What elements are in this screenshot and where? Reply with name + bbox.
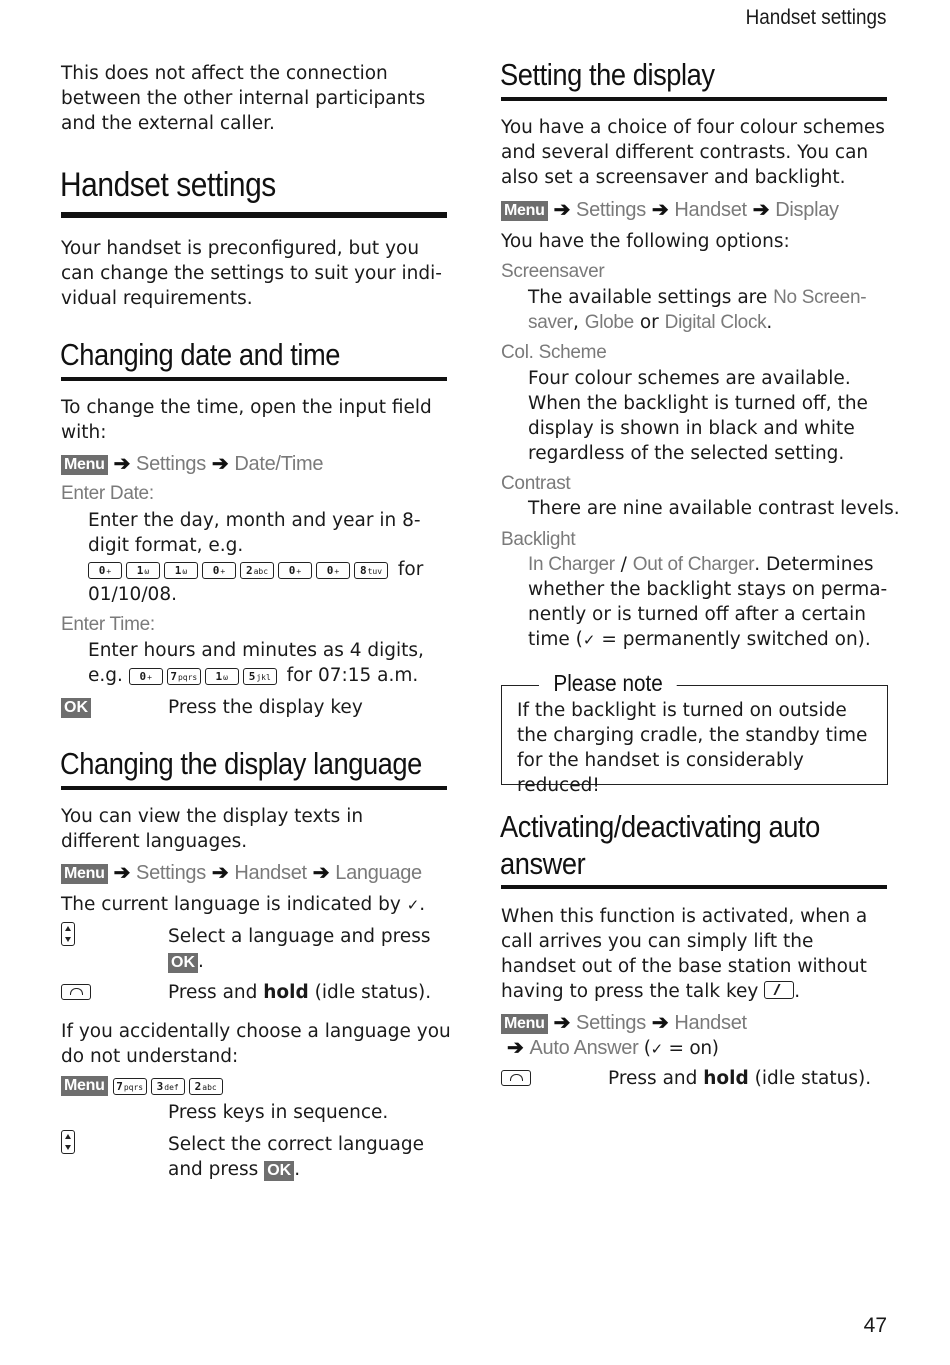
arrow-icon: ➔ xyxy=(113,862,131,884)
keypad-key-3[interactable]: 3def xyxy=(151,1078,185,1095)
screensaver-label: Screensaver xyxy=(501,261,605,282)
arrow-icon: ➔ xyxy=(211,453,229,475)
select-correct-ok: and press OK . xyxy=(168,1159,301,1180)
backlight-line-2: whether the backlight stays on perma- xyxy=(528,579,888,600)
section-rule xyxy=(61,786,447,790)
arrow-icon: ➔ xyxy=(211,862,229,884)
arrow-icon: ➔ xyxy=(553,1012,571,1034)
auto-answer-nav-path-2: ➔ Auto Answer (✓ = on) xyxy=(507,1037,719,1059)
keypad-key-0[interactable]: 0+ xyxy=(129,668,163,685)
section-title-display: Setting the display xyxy=(500,57,715,92)
select-correct-text: Select the correct language xyxy=(168,1134,424,1155)
arrow-icon: ➔ xyxy=(553,199,571,221)
section-title-date-time: Changing date and time xyxy=(60,337,341,372)
contrast-label: Contrast xyxy=(501,473,571,494)
auto-answer-nav-path xyxy=(501,1010,747,1035)
end-call-key-icon[interactable] xyxy=(61,984,91,1004)
note-title: Please note xyxy=(539,670,677,697)
enter-time-text: Enter hours and minutes as 4 digits, xyxy=(88,640,424,661)
arrow-icon: ➔ xyxy=(312,862,330,884)
display-nav-path xyxy=(501,197,839,222)
keypad-key-2[interactable]: 2abc xyxy=(189,1078,223,1095)
reset-key-sequence xyxy=(61,1076,227,1096)
keypad-key-5[interactable]: 5jkl xyxy=(243,668,277,685)
keypad-key-2[interactable]: 2abc xyxy=(240,562,274,579)
enter-date-text: Enter the day, month and year in 8-digit format, e.g. xyxy=(88,510,421,556)
arrow-icon: ➔ xyxy=(651,199,669,221)
press-sequence-text: Press keys in sequence. xyxy=(168,1102,389,1123)
colscheme-text: Four colour schemes are available. When the backlight is turned off, the display is shown in black and white regardless of the selected setting. xyxy=(528,368,868,464)
menu-key[interactable]: Menu xyxy=(61,864,108,884)
nav-handset[interactable]: Handset xyxy=(674,1012,747,1034)
colscheme-label: Col. Scheme xyxy=(501,342,607,363)
time-key-sequence: e.g. 0+ 7pqrs 1ω 5jkl for 07:15 a.m. xyxy=(88,665,419,686)
section-rule xyxy=(61,212,447,218)
running-header: Handset settings xyxy=(745,6,886,29)
section-title-handset-settings: Handset settings xyxy=(60,166,276,204)
date-time-paragraph: To change the time, open the input field with: xyxy=(61,397,432,443)
display-paragraph: You have a choice of four colour schemes and several different contrasts. You can also set a screensaver and backlight. xyxy=(501,117,885,188)
keypad-key-7[interactable]: 7pqrs xyxy=(113,1078,147,1095)
current-language-text: The current language is indicated by ✓. xyxy=(61,894,426,915)
select-language-ok: OK . xyxy=(168,949,204,974)
nav-language[interactable]: Language xyxy=(335,862,422,884)
auto-answer-paragraph: When this function is activated, when a call arrives you can simply lift the handset out of the base station without having to press the talk key . xyxy=(501,906,868,1002)
navigation-key-icon[interactable] xyxy=(61,922,75,950)
handset-settings-paragraph: Your handset is preconfigured, but you can change the settings to suit your individual requirements. xyxy=(61,238,442,309)
screensaver-text: The available settings are No Screen- xyxy=(528,287,867,308)
accidental-language-text: If you accidentally choose a language you do not understand: xyxy=(61,1021,451,1067)
keypad-key-0[interactable]: 0+ xyxy=(202,562,236,579)
arrow-icon: ➔ xyxy=(752,199,770,221)
date-time-nav-path xyxy=(61,451,323,476)
contrast-text: There are nine available contrast levels. xyxy=(528,498,900,519)
press-hold-text: Press and hold (idle status). xyxy=(168,982,432,1003)
ok-key[interactable]: OK xyxy=(264,1161,294,1181)
backlight-line-1: In Charger / Out of Charger. Determines xyxy=(528,554,874,575)
section-title-auto-answer: Activating/deactivating auto xyxy=(500,809,820,844)
arrow-icon: ➔ xyxy=(113,453,131,475)
section-title-auto-answer-2: answer xyxy=(500,846,586,881)
arrow-icon: ➔ xyxy=(651,1012,669,1034)
nav-datetime[interactable]: Date/Time xyxy=(234,453,324,475)
backlight-line-4: time (✓ = permanently switched on). xyxy=(528,629,871,650)
backlight-label: Backlight xyxy=(501,529,576,550)
arrow-icon: ➔ xyxy=(507,1037,524,1059)
enter-date-label: Enter Date: xyxy=(61,483,154,504)
checkmark-icon: ✓ xyxy=(650,1040,663,1058)
nav-handset[interactable]: Handset xyxy=(234,862,307,884)
ok-key[interactable]: OK xyxy=(168,953,198,973)
language-nav-path xyxy=(61,860,422,885)
auto-answer-press-hold: Press and hold (idle status). xyxy=(608,1068,872,1089)
nav-display[interactable]: Display xyxy=(775,199,839,221)
section-rule xyxy=(501,885,887,889)
intro-paragraph: This does not affect the connection between the other internal participants and the external caller. xyxy=(61,63,426,134)
keypad-key-0[interactable]: 0+ xyxy=(278,562,312,579)
ok-key[interactable]: OK xyxy=(61,697,91,718)
keypad-key-1[interactable]: 1ω xyxy=(205,668,239,685)
section-rule xyxy=(61,377,447,381)
screensaver-options: saver, Globe or Digital Clock. xyxy=(528,312,773,333)
note-text: If the backlight is turned on outside the charging cradle, the standby time for the handset is considerably reduced! xyxy=(517,700,868,796)
nav-auto-answer[interactable]: Auto Answer xyxy=(529,1037,639,1059)
section-rule xyxy=(501,97,887,101)
navigation-key-icon[interactable] xyxy=(61,1130,75,1158)
end-call-key-icon[interactable] xyxy=(501,1070,531,1090)
ok-instruction: Press the display key xyxy=(168,697,363,718)
section-title-language: Changing the display language xyxy=(60,746,422,781)
keypad-key-1[interactable]: 1ω xyxy=(164,562,198,579)
backlight-line-3: nently or is turned off after a certain xyxy=(528,604,866,625)
options-intro: You have the following options: xyxy=(501,231,790,252)
nav-settings[interactable]: Settings xyxy=(136,862,206,884)
nav-settings[interactable]: Settings xyxy=(576,1012,646,1034)
page-number: 47 xyxy=(863,1314,887,1337)
enter-time-label: Enter Time: xyxy=(61,614,155,635)
keypad-key-1[interactable]: 1ω xyxy=(126,562,160,579)
menu-key[interactable]: Menu xyxy=(61,1076,108,1096)
menu-key[interactable]: Menu xyxy=(501,201,548,221)
select-language-text: Select a language and press xyxy=(168,926,431,947)
nav-settings[interactable]: Settings xyxy=(136,453,206,475)
keypad-key-8[interactable]: 8tuv xyxy=(354,562,388,579)
nav-settings[interactable]: Settings xyxy=(576,199,646,221)
checkmark-icon: ✓ xyxy=(582,631,596,649)
nav-handset[interactable]: Handset xyxy=(674,199,747,221)
talk-key-icon[interactable] xyxy=(764,981,794,999)
checkmark-icon: ✓ xyxy=(406,896,420,914)
menu-key[interactable]: Menu xyxy=(61,455,108,475)
date-example: 01/10/08. xyxy=(88,584,177,605)
language-paragraph: You can view the display texts in different languages. xyxy=(61,806,364,852)
menu-key[interactable]: Menu xyxy=(501,1014,548,1034)
date-key-sequence: 0+ 1ω 1ω 0+ 2abc 0+ 0+ 8tuv for xyxy=(88,557,423,582)
keypad-key-0[interactable]: 0+ xyxy=(88,562,122,579)
keypad-key-7[interactable]: 7pqrs xyxy=(167,668,201,685)
keypad-key-0[interactable]: 0+ xyxy=(316,562,350,579)
